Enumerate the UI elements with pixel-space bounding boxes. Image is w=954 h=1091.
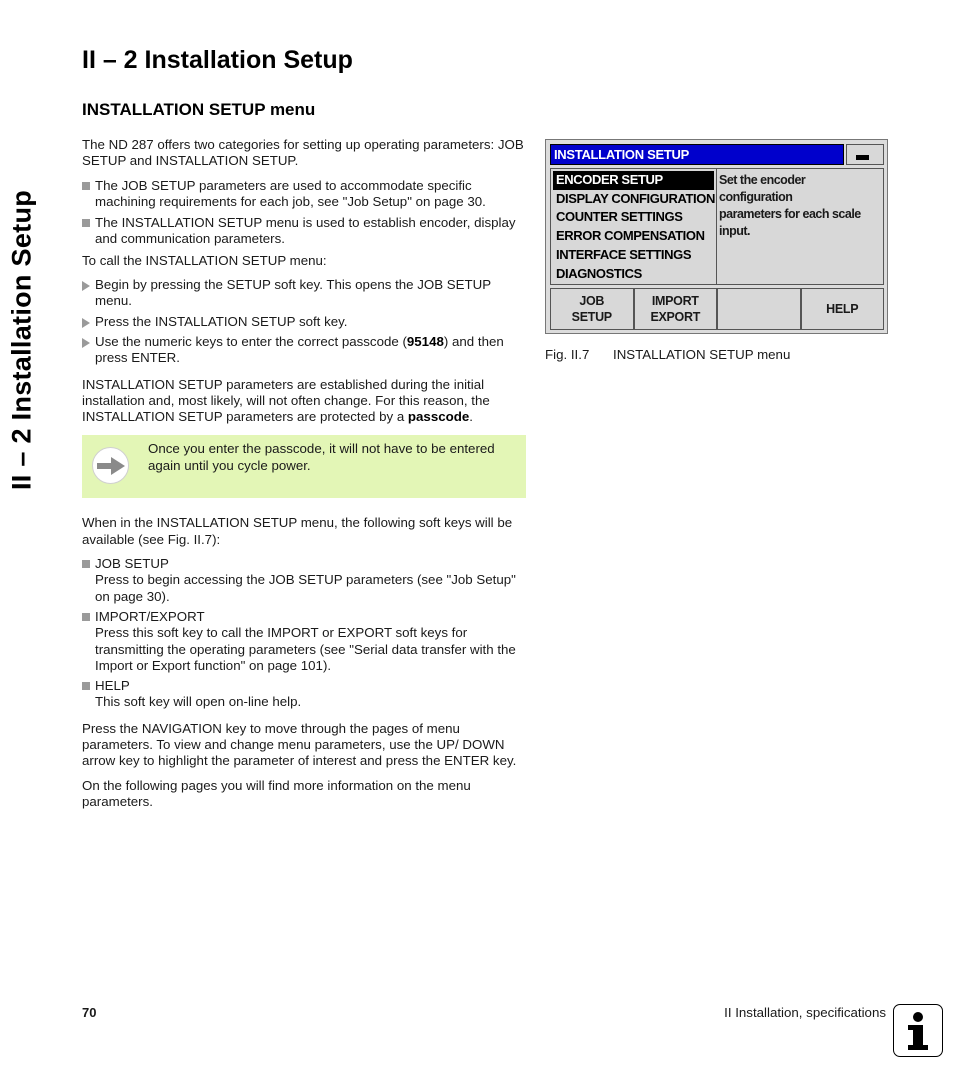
following-paragraph: On the following pages you will find more information on the menu parameters. <box>82 777 471 809</box>
softkey-name: HELP <box>95 678 130 694</box>
screen-menu-item: INTERFACE SETTINGS <box>556 246 692 262</box>
main-text-column <box>82 137 526 810</box>
side-chapter-title: II – 2 Installation Setup <box>6 189 37 491</box>
bullet-square-icon <box>82 613 90 621</box>
step-text: Begin by pressing the SETUP soft key. This opens the JOB SETUP menu. <box>95 277 491 309</box>
figure-caption <box>545 347 790 362</box>
step-arrow-icon <box>82 281 90 291</box>
navigation-paragraph: Press the NAVIGATION key to move through the pages of menu parameters. To view and change menu parameters, use the UP/ DOWN arrow key to highlight the parameter of interest and press the ENTER key. <box>82 720 517 769</box>
softkey-help: HELP <box>801 288 885 330</box>
bullet-square-icon <box>82 560 90 568</box>
arrow-right-icon <box>92 447 129 484</box>
section-title: INSTALLATION SETUP menu <box>82 100 316 119</box>
softkey-item <box>82 678 526 711</box>
page-title: II – 2 Installation Setup <box>82 46 353 74</box>
screen-mode-indicator <box>846 144 884 165</box>
figure-caption-text: INSTALLATION SETUP menu <box>613 347 791 362</box>
list-item <box>82 215 526 248</box>
bullet-square-icon <box>82 182 90 190</box>
note-box <box>82 435 526 498</box>
footer-section-text: II Installation, specifications <box>724 1005 886 1020</box>
step-arrow-icon <box>82 338 90 348</box>
list-item <box>82 178 526 211</box>
step-item <box>82 277 526 310</box>
softkey-desc: Press this soft key to call the IMPORT or EXPORT soft keys for transmitting the operating parameters (see "Serial data transfer with the Import or Export function" on page 101). <box>95 625 516 673</box>
step-item <box>82 334 526 367</box>
step-arrow-icon <box>82 318 90 328</box>
softkey-job-setup: JOB SETUP <box>550 288 634 330</box>
softkey-name: IMPORT/EXPORT <box>95 608 205 624</box>
screen-menu-list <box>550 168 717 285</box>
bullet-square-icon <box>82 219 90 227</box>
info-icon <box>893 1004 943 1057</box>
passcode-term: passcode <box>407 409 470 425</box>
softkey-name: JOB SETUP <box>95 556 169 572</box>
page-number: 70 <box>82 1005 97 1020</box>
screen-menu-item: DISPLAY CONFIGURATION <box>556 190 715 206</box>
params-paragraph: INSTALLATION SETUP parameters are established during the initial installation and, most likely, will not often change. For this reason, the INSTALLATION SETUP parameters are protected by a passcode. <box>82 376 490 425</box>
bullet-square-icon <box>82 682 90 690</box>
softkey-desc: Press to begin accessing the JOB SETUP parameters (see "Job Setup" on page 30). <box>95 572 516 604</box>
list-item-text: The JOB SETUP parameters are used to accommodate specific machining requirements for each job, see "Job Setup" on page 30. <box>95 177 486 209</box>
softkey-import-export: IMPORT EXPORT <box>634 288 718 330</box>
screen-softkey-bar <box>550 288 884 330</box>
intro-paragraph: The ND 287 offers two categories for setting up operating parameters: JOB SETUP and INSTALLATION SETUP. <box>82 137 524 169</box>
passcode-value: 95148 <box>406 333 444 349</box>
softkeys-intro: When in the INSTALLATION SETUP menu, the following soft keys will be available (see Fig. II.7): <box>82 515 513 547</box>
softkey-empty <box>717 288 801 330</box>
note-text: Once you enter the passcode, it will not have to be entered again until you cycle power. <box>148 441 495 473</box>
softkey-item <box>82 609 526 674</box>
softkey-desc: This soft key will open on-line help. <box>95 694 302 710</box>
call-text: To call the INSTALLATION SETUP menu: <box>82 252 327 268</box>
step-text: Use the numeric keys to enter the correct passcode (95148) and then press ENTER. <box>95 333 504 366</box>
screen-menu-item: COUNTER SETTINGS <box>556 209 683 225</box>
screen-title-bar: INSTALLATION SETUP <box>550 144 844 165</box>
screen-menu-item: DIAGNOSTICS <box>556 265 642 281</box>
installation-setup-screen-figure <box>545 139 888 334</box>
step-item <box>82 314 526 330</box>
step-text: Press the INSTALLATION SETUP soft key. <box>95 313 348 329</box>
figure-number: Fig. II.7 <box>545 347 590 362</box>
screen-help-text: Set the encoder configuration parameters for each scale input. <box>716 168 884 285</box>
screen-menu-item-selected: ENCODER SETUP <box>553 171 714 190</box>
softkey-item <box>82 556 526 605</box>
screen-menu-item: ERROR COMPENSATION <box>556 228 705 244</box>
list-item-text: The INSTALLATION SETUP menu is used to establish encoder, display and communication parameters. <box>95 215 516 247</box>
